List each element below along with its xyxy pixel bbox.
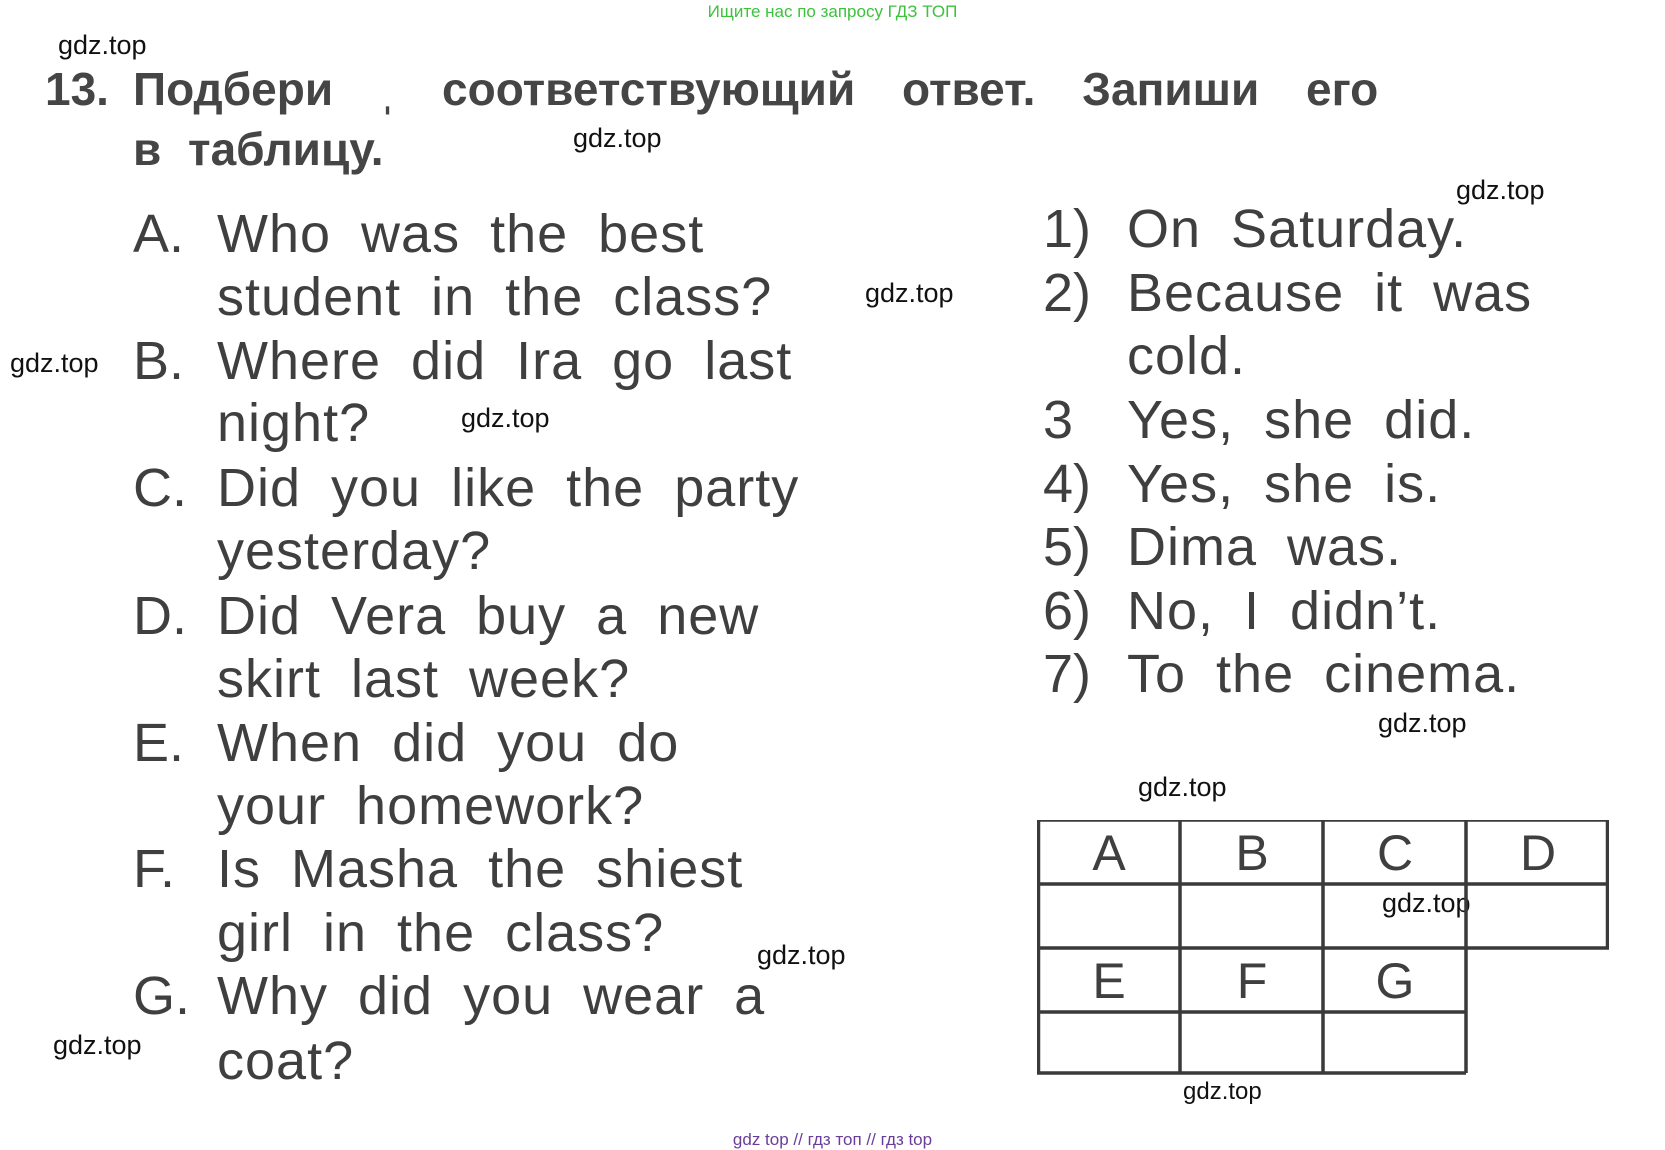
watermark: gdz.top	[1138, 772, 1227, 802]
task-number: 13.	[45, 63, 109, 115]
question-letter: D.	[133, 586, 187, 646]
answer-number: 5)	[1043, 517, 1092, 577]
answer-number: 3	[1043, 390, 1074, 450]
question-letter: C.	[133, 458, 187, 518]
task-instruction: Подбери ˌ соответствующий ответ. Запиши его	[133, 63, 1379, 115]
answer-text: cold.	[1127, 326, 1247, 386]
question-text: Is Masha the shiest	[217, 839, 744, 899]
watermark: gdz.top	[58, 30, 147, 60]
answer-text: Yes, she did.	[1127, 390, 1476, 450]
watermark: gdz.top	[757, 940, 846, 970]
question-text: Why did you wear a	[217, 966, 766, 1026]
question-text: student in the class?	[217, 267, 773, 327]
search-banner: Ищите нас по запросу ГДЗ ТОП	[707, 2, 958, 21]
question-text: Did Vera buy a new	[217, 586, 760, 646]
question-text: yesterday?	[217, 521, 492, 581]
question-text: Who was the best	[217, 204, 705, 264]
footer-note: gdz top // гдз топ // гдз top	[732, 1130, 933, 1149]
watermark: gdz.top	[461, 403, 550, 433]
answer-text: On Saturday.	[1127, 199, 1468, 259]
question-text: your homework?	[217, 776, 645, 836]
question-text: skirt last week?	[217, 649, 631, 709]
watermark: gdz.top	[1183, 1078, 1262, 1105]
answer-text: Dima was.	[1127, 517, 1403, 577]
answer-text: No, I didn’t.	[1127, 581, 1442, 641]
answer-text: Because it was	[1127, 263, 1533, 323]
watermark: gdz.top	[1382, 888, 1471, 918]
question-letter: E.	[133, 713, 185, 773]
answer-number: 6)	[1043, 581, 1092, 641]
table-header-cell: A	[1092, 825, 1126, 881]
answer-text: Yes, she is.	[1127, 454, 1442, 514]
question-letter: G.	[133, 966, 191, 1026]
watermark: gdz.top	[865, 278, 954, 308]
question-text: When did you do	[217, 713, 680, 773]
watermark: gdz.top	[53, 1030, 142, 1060]
watermark: gdz.top	[1378, 708, 1467, 738]
answer-number: 1)	[1043, 199, 1092, 259]
table-header-cell: G	[1375, 953, 1415, 1009]
watermark: gdz.top	[10, 348, 99, 378]
task-instruction-continued: в таблицу.	[133, 123, 384, 175]
answer-number: 7)	[1043, 644, 1092, 704]
table-header-cell: F	[1236, 953, 1268, 1009]
watermark: gdz.top	[573, 123, 662, 153]
answer-text: To the cinema.	[1127, 644, 1521, 704]
table-header-cell: B	[1235, 825, 1269, 881]
question-text: Did you like the party	[217, 458, 800, 518]
question-text: girl in the class?	[217, 903, 665, 963]
question-text: Where did Ira go last	[217, 331, 793, 391]
question-text: coat?	[217, 1031, 355, 1091]
answer-number: 4)	[1043, 454, 1092, 514]
answer-number: 2)	[1043, 263, 1092, 323]
question-letter: B.	[133, 331, 185, 391]
table-header-cell: E	[1092, 953, 1126, 1009]
watermark: gdz.top	[1456, 175, 1545, 205]
question-letter: A.	[133, 204, 185, 264]
question-text: night?	[217, 393, 371, 453]
table-header-cell: C	[1376, 825, 1414, 881]
table-header-cell: D	[1519, 825, 1557, 881]
question-letter: F.	[133, 839, 176, 899]
